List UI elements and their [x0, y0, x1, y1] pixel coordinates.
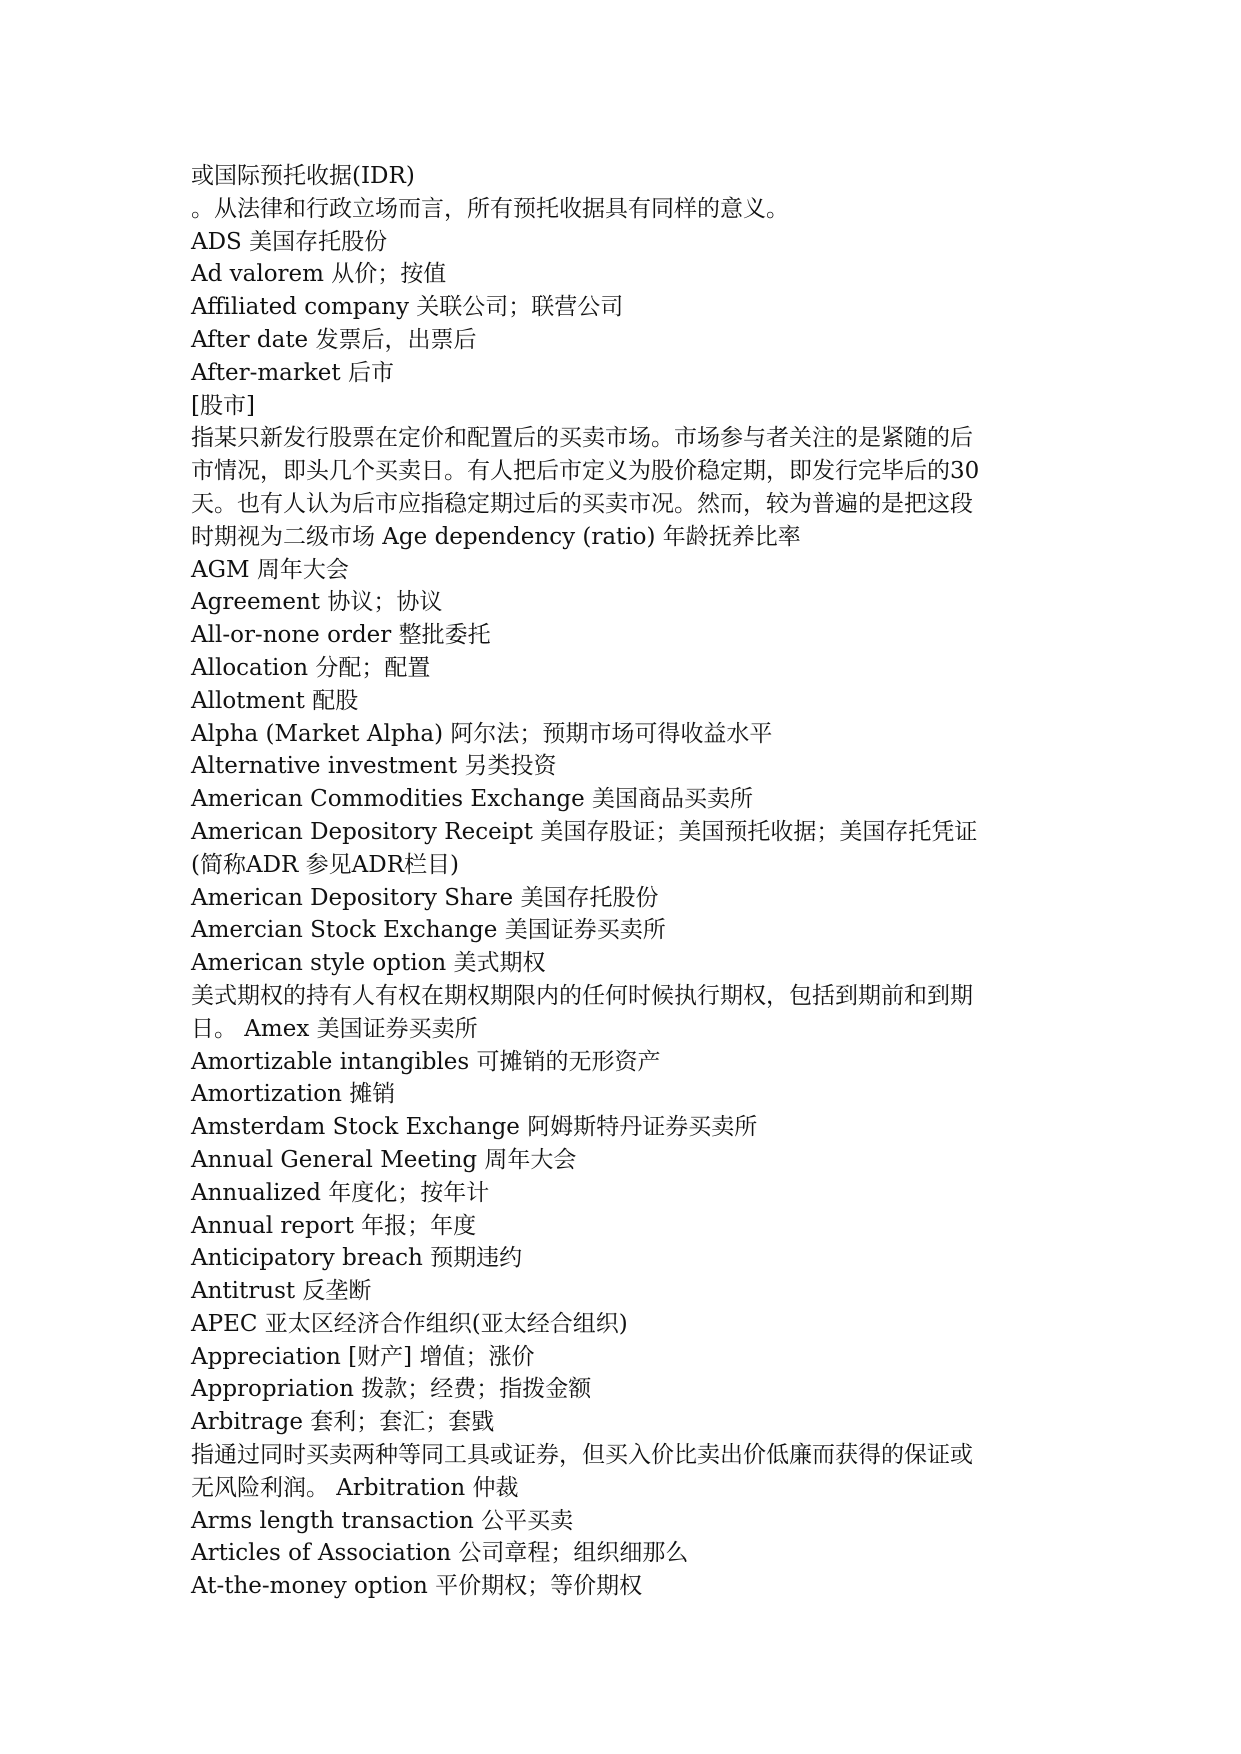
text-line: After-market 后市	[191, 359, 394, 386]
text-line: At-the-money option 平价期权；等价期权	[191, 1573, 643, 1600]
text-line: 日。 Amex 美国证券买卖所	[191, 1015, 478, 1042]
text-line: (简称ADR 参见ADR栏目)	[191, 851, 459, 878]
text-line: American Commodities Exchange 美国商品买卖所	[191, 786, 754, 813]
text-line: Antitrust 反垄断	[191, 1278, 372, 1305]
text-line: American style option 美式期权	[191, 950, 546, 977]
text-line: AGM 周年大会	[191, 556, 349, 583]
text-line: Allotment 配股	[191, 687, 359, 714]
text-line: Affiliated company 关联公司；联营公司	[191, 294, 624, 321]
text-line: Amortizable intangibles 可摊销的无形资产	[191, 1048, 661, 1075]
text-line: 。从法律和行政立场而言，所有预托收据具有同样的意义。	[191, 195, 789, 222]
text-line: Arbitrage 套利；套汇；套戥	[191, 1409, 495, 1436]
text-line: Amercian Stock Exchange 美国证券买卖所	[191, 917, 666, 944]
text-line: All-or-none order 整批委托	[191, 622, 491, 649]
text-line: Appropriation 拨款；经费；指拨金额	[191, 1376, 592, 1403]
text-line: 市情况，即头几个买卖日。有人把后市定义为股价稳定期，即发行完毕后的30	[191, 458, 980, 485]
glossary-text	[191, 160, 1061, 1603]
text-line: 天。也有人认为后市应指稳定期过后的买卖市况。然而，较为普遍的是把这段	[191, 490, 973, 517]
text-line: Annualized 年度化；按年计	[191, 1179, 490, 1206]
text-line: Allocation 分配；配置	[191, 654, 431, 681]
text-line: 指通过同时买卖两种等同工具或证券，但买入价比卖出价低廉而获得的保证或	[191, 1442, 973, 1469]
text-line: Amortization 摊销	[191, 1081, 396, 1108]
text-line: American Depository Share 美国存托股份	[191, 884, 659, 911]
text-line: ADS 美国存托股份	[191, 228, 388, 255]
text-line: Alternative investment 另类投资	[191, 753, 557, 780]
text-line: Articles of Association 公司章程；组织细那么	[191, 1540, 689, 1567]
text-line: After date 发票后，出票后	[191, 326, 477, 353]
text-line: 时期视为二级市场 Age dependency (ratio) 年龄抚养比率	[191, 523, 801, 550]
text-line: 美式期权的持有人有权在期权期限内的任何时候执行期权，包括到期前和到期	[191, 982, 973, 1009]
text-line: 或国际预托收据(IDR)	[191, 163, 415, 189]
text-line: Annual General Meeting 周年大会	[191, 1146, 577, 1173]
text-line: Appreciation [财产] 增值；涨价	[191, 1343, 535, 1370]
text-line: Anticipatory breach 预期违约	[191, 1245, 523, 1272]
text-line: Agreement 协议；协议	[191, 589, 443, 616]
text-line: 无风险利润。 Arbitration 仲裁	[191, 1474, 519, 1501]
text-line: 指某只新发行股票在定价和配置后的买卖市场。市场参与者关注的是紧随的后	[191, 425, 973, 452]
text-line: Ad valorem 从价；按值	[191, 261, 447, 288]
text-line: [股市]	[191, 392, 255, 419]
text-line: APEC 亚太区经济合作组织(亚太经合组织)	[191, 1310, 628, 1337]
text-line: Annual report 年报；年度	[191, 1212, 477, 1239]
text-line: American Depository Receipt 美国存股证；美国预托收据；美国存托凭证	[191, 818, 978, 845]
text-line: Arms length transaction 公平买卖	[191, 1507, 574, 1534]
text-line: Amsterdam Stock Exchange 阿姆斯特丹证券买卖所	[191, 1114, 758, 1141]
text-line: Alpha (Market Alpha) 阿尔法；预期市场可得收益水平	[191, 720, 773, 747]
